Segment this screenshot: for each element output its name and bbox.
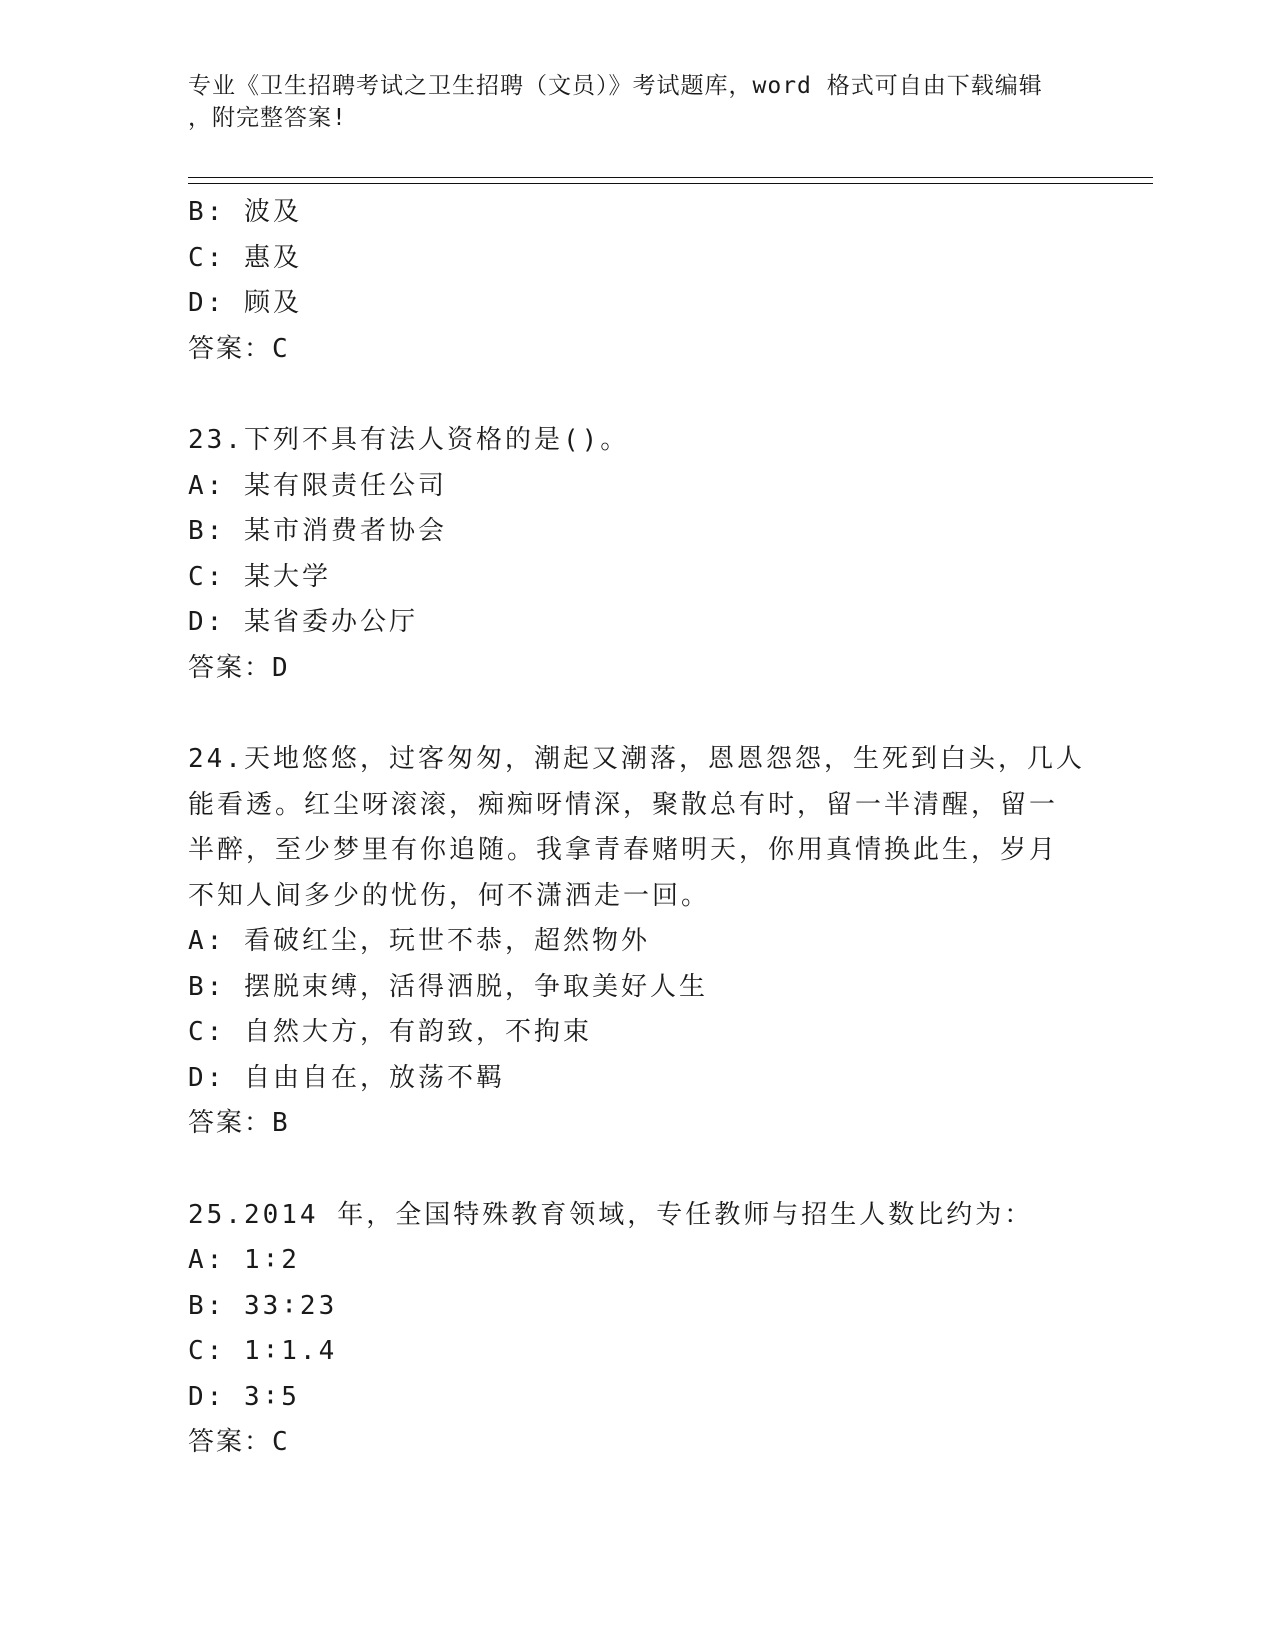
answer: 答案：D	[188, 652, 290, 683]
option-c: C: 某大学	[188, 561, 331, 592]
question-text-line-2: 能看透。红尘呀滚滚，痴痴呀情深，聚散总有时，留一半清醒，留一	[188, 789, 1059, 820]
question-23	[188, 418, 1088, 691]
question-text-line-1: 24.天地悠悠，过客匆匆，潮起又潮落，恩恩怨怨，生死到白头，几人	[188, 744, 1085, 774]
header-note	[188, 70, 1088, 134]
option-a: A: 看破红尘，玩世不恭，超然物外	[188, 926, 650, 956]
question-list	[188, 190, 1088, 1466]
question-22-continued	[188, 190, 1088, 372]
header-note-line-1: 专业《卫生招聘考试之卫生招聘（文员）》考试题库，word 格式可自由下载编辑	[188, 73, 1043, 99]
question-text: 23.下列不具有法人资格的是()。	[188, 425, 630, 455]
option-c: C: 惠及	[188, 242, 302, 273]
spacer	[188, 1147, 1088, 1193]
option-a: A: 1∶2	[188, 1245, 300, 1275]
question-24	[188, 737, 1088, 1147]
option-d: D: 3∶5	[188, 1381, 300, 1412]
answer: 答案：C	[188, 333, 290, 364]
question-text-line-4: 不知人间多少的忧伤，何不潇洒走一回。	[188, 880, 711, 911]
answer: 答案：B	[188, 1108, 290, 1138]
header-rule-top	[188, 177, 1153, 178]
spacer	[188, 691, 1088, 737]
option-b: B: 某市消费者协会	[188, 516, 447, 546]
option-b: B: 摆脱束缚，活得洒脱，争取美好人生	[188, 971, 708, 1002]
option-d: D: 顾及	[188, 288, 302, 318]
question-text-line-3: 半醉，至少梦里有你追随。我拿青春赌明天，你用真情换此生，岁月	[188, 835, 1059, 865]
option-a: A: 某有限责任公司	[188, 470, 447, 501]
header-note-line-2: ，附完整答案!	[188, 105, 347, 131]
option-d: D: 自由自在，放荡不羁	[188, 1062, 505, 1093]
option-b: B: 33∶23	[188, 1290, 338, 1321]
header-rule-bottom	[188, 183, 1153, 184]
question-text: 25.2014 年，全国特殊教育领域，专任教师与招生人数比约为：	[188, 1199, 1034, 1230]
option-c: C: 自然大方，有韵致，不拘束	[188, 1017, 592, 1047]
answer: 答案：C	[188, 1427, 290, 1457]
question-25	[188, 1193, 1088, 1466]
option-d: D: 某省委办公厅	[188, 607, 418, 637]
spacer	[188, 372, 1088, 418]
option-c: C: 1∶1.4	[188, 1336, 338, 1366]
option-b: B: 波及	[188, 197, 302, 227]
